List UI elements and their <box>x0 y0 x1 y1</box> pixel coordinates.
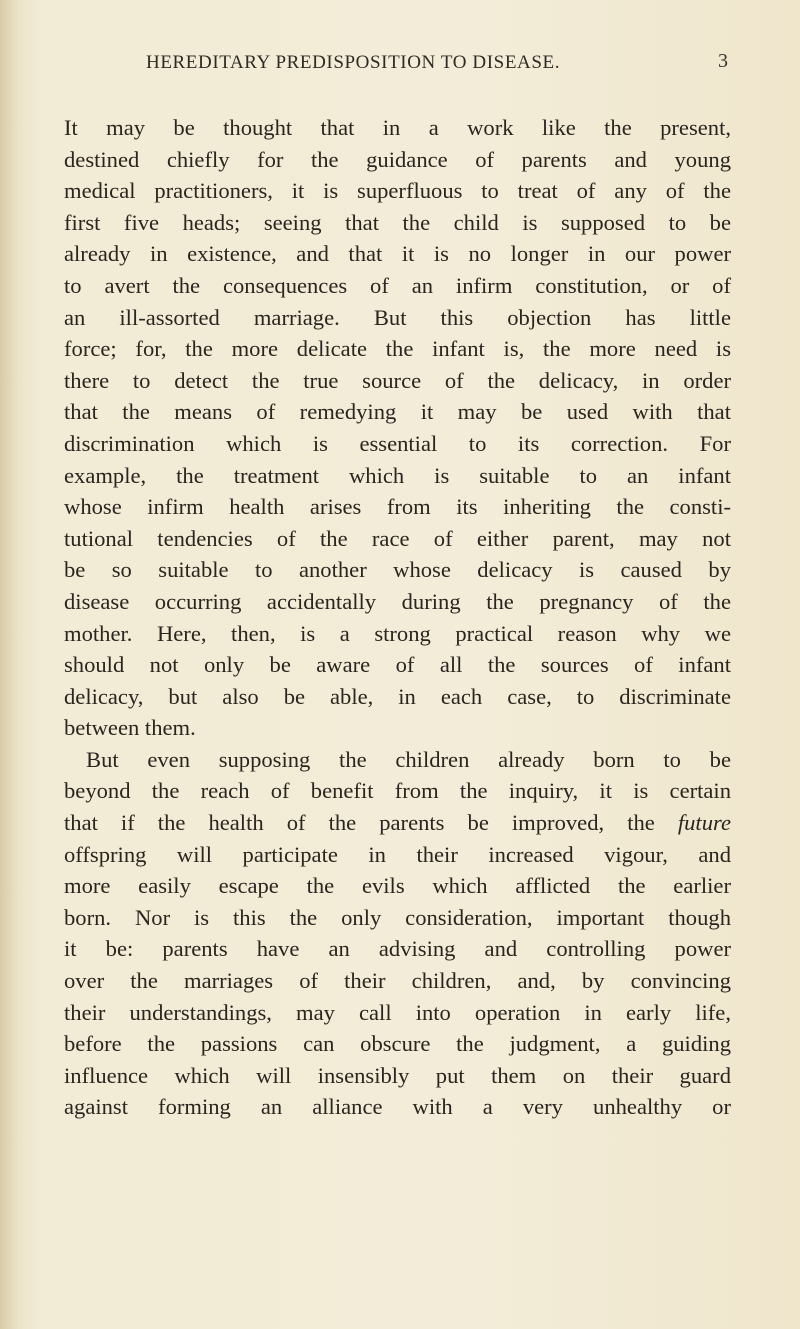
text-line: influence which will insensibly put them on their guard <box>64 1062 731 1088</box>
text-line: beyond the reach of benefit from the inquiry, it is certain <box>64 778 731 804</box>
text-line: medical practitioners, it is superfluous to treat of any of the <box>64 178 731 204</box>
text-line: should not only be aware of all the sources of infant <box>64 652 731 678</box>
text-line: offspring will participate in their increased vigour, and <box>64 841 731 867</box>
text-line: disease occurring accidentally during the pregnancy of the <box>64 588 731 614</box>
text-line: an ill-assorted marriage. But this objection has little <box>64 304 731 330</box>
text-line: But even supposing the children already born to be <box>86 746 731 772</box>
text-line: it be: parents have an advising and controlling power <box>64 936 731 962</box>
text-line: tutional tendencies of the race of either parent, may not <box>64 525 731 551</box>
text-line: be so suitable to another whose delicacy is caused by <box>64 557 731 583</box>
text-line: there to detect the true source of the delicacy, in order <box>64 367 731 393</box>
text-line: over the marriages of their children, and, by convincing <box>64 968 731 994</box>
text-line: their understandings, may call into operation in early life, <box>64 999 731 1025</box>
paragraph-2-rest <box>64 839 731 1123</box>
text-line: mother. Here, then, is a strong practical reason why we <box>64 620 731 646</box>
text-line: born. Nor is this the only consideration, important though <box>64 904 731 930</box>
running-head: HEREDITARY PREDISPOSITION TO DISEASE. <box>146 52 561 73</box>
italic-word: future <box>677 810 731 836</box>
body-text <box>64 112 731 1123</box>
page-gutter-shadow <box>0 0 18 1329</box>
text-line: more easily escape the evils which afflicted the earlier <box>64 873 731 899</box>
text-line: force; for, the more delicate the infant is, the more need is <box>64 336 731 362</box>
text-line: discrimination which is essential to its correction. For <box>64 430 731 456</box>
text-line: to avert the consequences of an infirm constitution, or of <box>64 272 731 298</box>
text-line: It may be thought that in a work like the present, <box>64 115 731 140</box>
text-line: between them. <box>64 715 196 741</box>
text-line-with-italic <box>64 807 731 839</box>
text-line: destined chiefly for the guidance of parents and young <box>64 146 731 172</box>
page-number: 3 <box>718 50 728 72</box>
text-segment: that if the health of the parents be improved, the <box>64 810 678 836</box>
text-line: example, the treatment which is suitable to an infant <box>64 462 731 488</box>
text-line: that the means of remedying it may be used with that <box>64 399 731 425</box>
text-line: before the passions can obscure the judgment, a guiding <box>64 1031 731 1057</box>
paragraph-2 <box>64 744 731 1123</box>
text-line: whose infirm health arises from its inheriting the consti- <box>64 494 731 520</box>
text-line: first five heads; seeing that the child is supposed to be <box>64 209 731 235</box>
text-line: delicacy, but also be able, in each case, to discriminate <box>64 683 731 709</box>
paragraph-1 <box>64 112 731 744</box>
text-line: already in existence, and that it is no longer in our power <box>64 241 731 267</box>
text-line: against forming an alliance with a very unhealthy or <box>64 1094 731 1120</box>
